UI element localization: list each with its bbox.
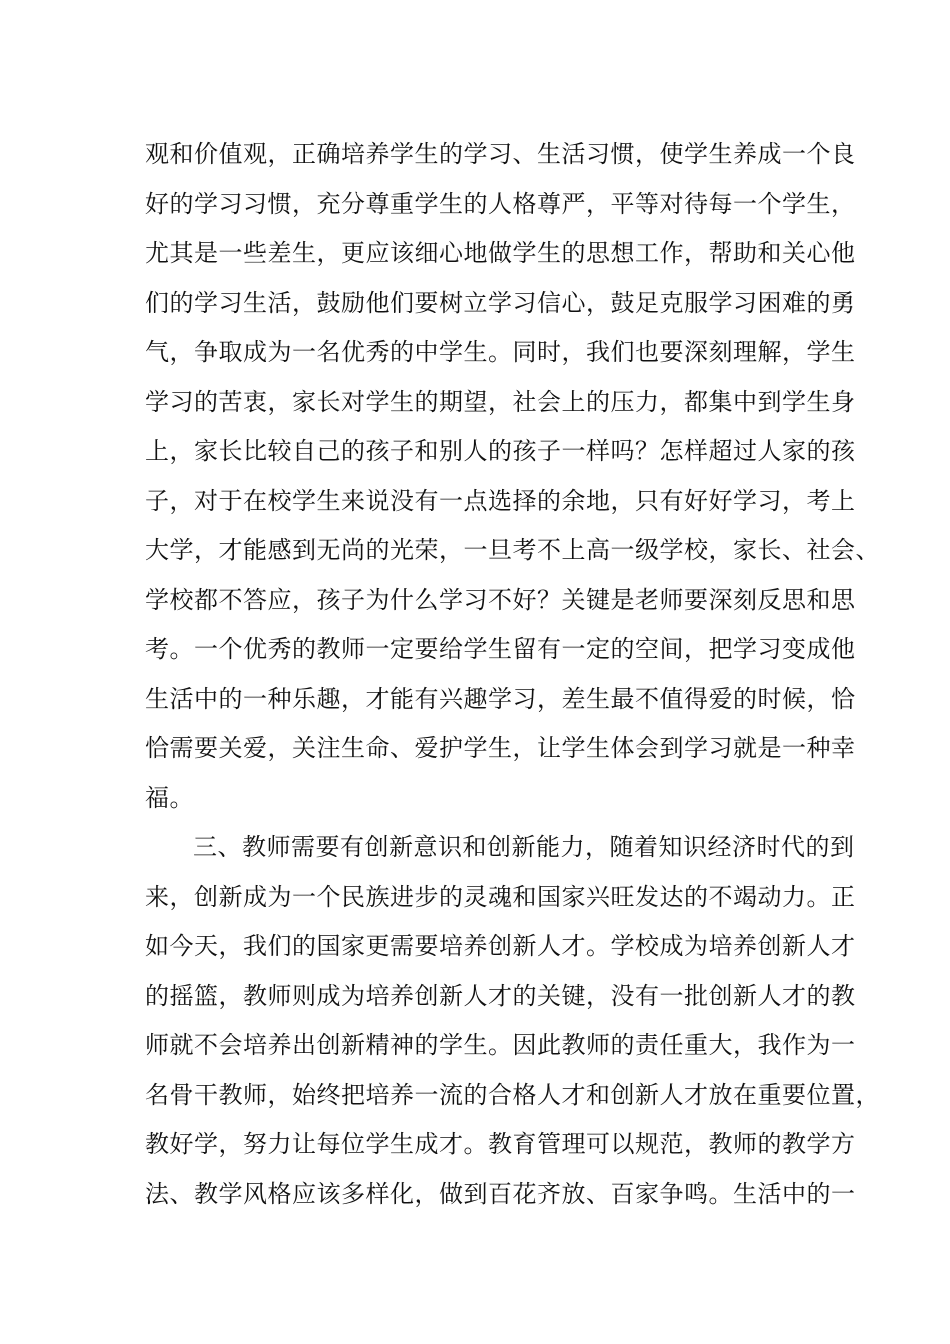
text-line: 来，创新成为一个民族进步的灵魂和国家兴旺发达的不竭动力。正 xyxy=(145,882,856,911)
text-line: 学校都不答应，孩子为什么学习不好？关键是老师要深刻反思和思 xyxy=(145,585,856,614)
text-line: 法、教学风格应该多样化，做到百花齐放、百家争鸣。生活中的一 xyxy=(145,1179,856,1208)
text-line: 师就不会培养出创新精神的学生。因此教师的责任重大，我作为一 xyxy=(145,1031,856,1059)
text-line: 上，家长比较自己的孩子和别人的孩子一样吗？怎样超过人家的孩 xyxy=(145,437,856,465)
text-line: 尤其是一些差生，更应该细心地做学生的思想工作，帮助和关心他 xyxy=(145,239,856,267)
text-line: 学习的苦衷，家长对学生的期望，社会上的压力，都集中到学生身 xyxy=(145,387,856,416)
text-line: 恰需要关爱，关注生命、爱护学生，让学生体会到学习就是一种幸 xyxy=(145,734,856,762)
text-line: 如今天，我们的国家更需要培养创新人才。学校成为培养创新人才 xyxy=(145,932,856,960)
text-line: 福。 xyxy=(145,783,194,812)
text-line: 的摇篮，教师则成为培养创新人才的关键，没有一批创新人才的教 xyxy=(145,981,856,1010)
document-body xyxy=(145,130,880,1219)
paragraph-start-line: 三、教师需要有创新意识和创新能力，随着知识经济时代的到 xyxy=(193,833,855,861)
text-line: 观和价值观，正确培养学生的学习、生活习惯，使学生养成一个良 xyxy=(145,140,856,168)
text-line: 子，对于在校学生来说没有一点选择的余地，只有好好学习，考上 xyxy=(145,486,856,515)
text-line: 好的学习习惯，充分尊重学生的人格尊严，平等对待每一个学生， xyxy=(145,189,856,218)
text-line: 们的学习生活，鼓励他们要树立学习信心，鼓足克服学习困难的勇 xyxy=(145,288,856,317)
text-line: 考。一个优秀的教师一定要给学生留有一定的空间，把学习变成他 xyxy=(145,635,856,663)
text-line: 大学，才能感到无尚的光荣，一旦考不上高一级学校，家长、社会、 xyxy=(145,536,880,564)
text-line: 气，争取成为一名优秀的中学生。同时，我们也要深刻理解，学生 xyxy=(145,338,856,366)
text-line: 名骨干教师，始终把培养一流的合格人才和创新人才放在重要位置， xyxy=(145,1080,880,1109)
text-line: 生活中的一种乐趣，才能有兴趣学习，差生最不值得爱的时候，恰 xyxy=(145,684,856,713)
text-line: 教好学，努力让每位学生成才。教育管理可以规范，教师的教学方 xyxy=(145,1130,856,1158)
